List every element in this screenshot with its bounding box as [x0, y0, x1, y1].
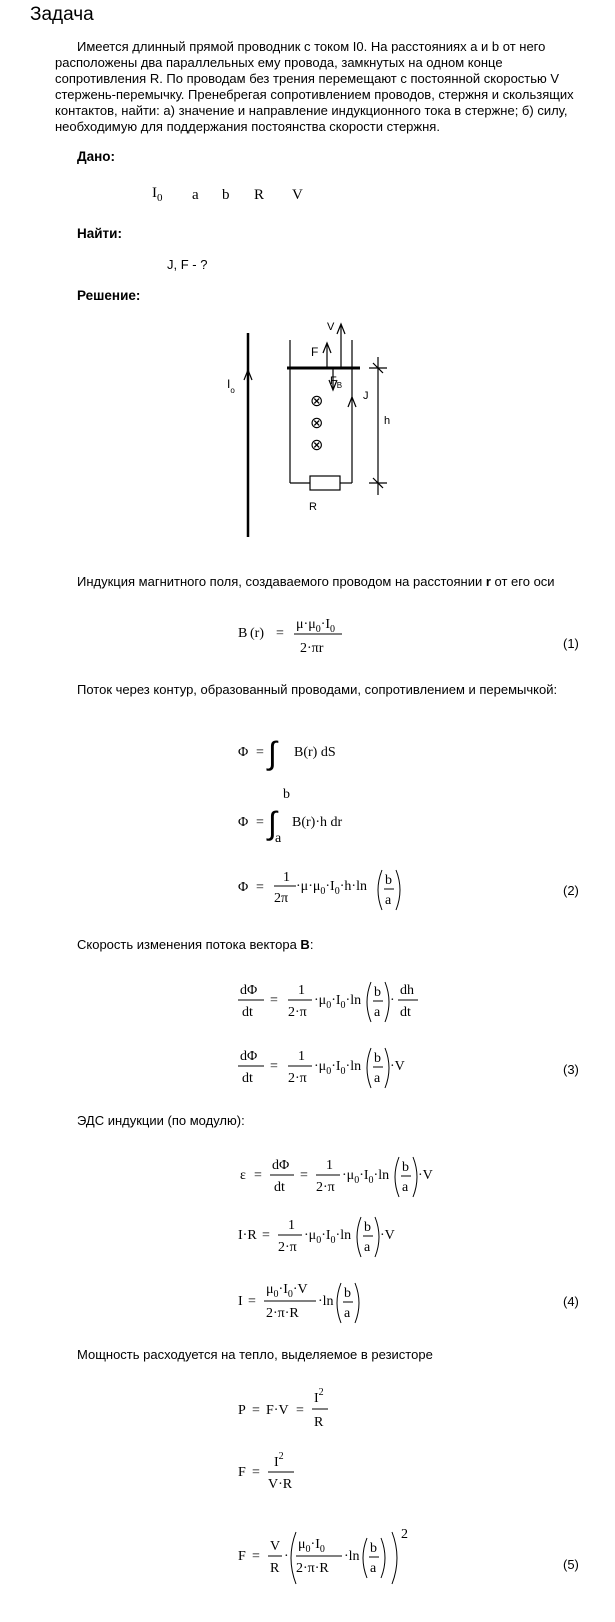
- resistor: [310, 476, 340, 490]
- svg-text:2·π: 2·π: [278, 1240, 297, 1255]
- cross-1: ⊗: [310, 393, 324, 410]
- svg-text:I: I: [238, 1294, 243, 1309]
- svg-text:=: =: [256, 745, 264, 760]
- svg-text:=: =: [300, 1168, 308, 1183]
- svg-text:V: V: [270, 1539, 281, 1554]
- label-h: h: [384, 415, 391, 427]
- svg-text:F·V: F·V: [266, 1403, 289, 1418]
- given-V: V: [292, 187, 303, 203]
- svg-text:a: a: [344, 1306, 351, 1321]
- svg-text:dt: dt: [274, 1180, 285, 1195]
- svg-text:=: =: [256, 880, 264, 895]
- svg-text:a: a: [374, 1071, 381, 1086]
- svg-text:2·π: 2·π: [288, 1071, 307, 1086]
- svg-text:b: b: [385, 873, 392, 888]
- svg-text:Φ: Φ: [238, 745, 249, 760]
- svg-text:a: a: [402, 1180, 409, 1195]
- svg-text:ε: ε: [240, 1168, 246, 1183]
- find-text: J, F - ?: [167, 257, 208, 272]
- svg-text:dΦ: dΦ: [240, 1049, 258, 1064]
- label-FB: $F_B$: [330, 375, 343, 390]
- text-induction: Индукция магнитного поля, создаваемого проводом на расстоянии r от его оси: [77, 574, 555, 589]
- svg-text:B(r) dS: B(r) dS: [294, 745, 336, 760]
- svg-text:b: b: [374, 985, 381, 1000]
- svg-text:=: =: [252, 1403, 260, 1418]
- svg-text:b: b: [344, 1286, 351, 1301]
- svg-text:dh: dh: [400, 983, 414, 998]
- svg-text:·V: ·V: [390, 1059, 405, 1074]
- svg-text:2·π·R: 2·π·R: [296, 1561, 329, 1576]
- svg-text:a: a: [275, 831, 282, 846]
- svg-text:μ0·I0: $\mu_0\cdot I_0$: [298, 1537, 325, 1555]
- svg-text:·μ0·I0·ln: $\cdot\mu_0\cdot I_0\cdot\ln$: [314, 1059, 362, 1077]
- svg-text:b: b: [283, 787, 290, 802]
- svg-text:I2: $I^2$: [314, 1387, 324, 1406]
- svg-text:=: =: [248, 1294, 256, 1309]
- svg-text:a: a: [370, 1561, 377, 1576]
- eq-number-4: (4): [563, 1294, 579, 1309]
- svg-text:·μ0·I0·ln: $\cdot\mu_0\cdot I_0\cdot\ln$: [314, 993, 362, 1011]
- equation-5: [230, 1378, 450, 1622]
- given-heading: Дано:: [77, 149, 116, 164]
- text-flux: Поток через контур, образованный проводами, сопротивлением и перемычкой:: [77, 682, 558, 697]
- cross-2: ⊗: [310, 415, 324, 432]
- svg-text:=: =: [252, 1549, 260, 1564]
- svg-text:1: 1: [298, 983, 305, 998]
- svg-text:B(r)·h dr: B(r)·h dr: [292, 815, 343, 830]
- svg-text:=: =: [256, 815, 264, 830]
- given-R: R: [254, 187, 265, 203]
- label-I0: $I_o$: [227, 377, 235, 395]
- svg-text:dt: dt: [400, 1005, 411, 1020]
- svg-text:=: =: [270, 993, 278, 1008]
- svg-text:a: a: [364, 1240, 371, 1255]
- svg-text:dΦ: dΦ: [240, 983, 258, 998]
- label-R: R: [309, 501, 317, 513]
- svg-text:·V: ·V: [380, 1228, 395, 1243]
- svg-text:1: 1: [288, 1218, 295, 1233]
- svg-text:=: =: [262, 1228, 270, 1243]
- equation-1: [230, 608, 370, 658]
- svg-text:2·πr: 2·πr: [300, 641, 324, 656]
- label-J: J: [363, 390, 369, 402]
- svg-text:b: b: [402, 1160, 409, 1175]
- svg-text:2π: 2π: [274, 891, 289, 906]
- svg-text:R: R: [314, 1415, 324, 1430]
- svg-text:·μ0·I0·ln: $\cdot\mu_0\cdot I_0\cdot\ln$: [304, 1228, 352, 1246]
- problem-statement: Имеется длинный прямой проводник с током I0. На расстояниях a и b от него расположены два параллельных ему провода, замкнутых на одном конце сопротивления R. По проводам без трения перемещают с постоянной скоростью V стержень-перемычку. Пренебрегая сопротивлением проводов, стержня и скользящих контактов, найти: а) значение и направление индукционного тока в стержне; б) силу, необходимую для поддержания постоянства скорости стержня.: [55, 39, 574, 134]
- svg-text:F: F: [238, 1549, 246, 1564]
- svg-text:·: ·: [390, 993, 395, 1008]
- svg-text:1: 1: [283, 870, 290, 885]
- svg-text:·V: ·V: [418, 1168, 433, 1183]
- svg-text:I2: $I^2$: [274, 1451, 284, 1470]
- svg-text:μ0·I0·V: $\mu_0\cdot I_0\cdot V$: [266, 1282, 308, 1300]
- eq-number-5: (5): [563, 1557, 579, 1572]
- svg-text:R: R: [270, 1561, 280, 1576]
- svg-text:dΦ: dΦ: [272, 1158, 290, 1173]
- given-a: a: [192, 187, 199, 203]
- svg-text:b: b: [370, 1541, 377, 1556]
- svg-text:b: b: [364, 1220, 371, 1235]
- svg-text:·μ0·I0·ln: $\cdot\mu_0\cdot I_0\cdot\ln$: [342, 1168, 390, 1186]
- svg-text:=: =: [252, 1465, 260, 1480]
- svg-text:∫: ∫: [268, 805, 277, 841]
- svg-text:2: 2: [401, 1527, 408, 1542]
- given-I0: $I_0$: [152, 185, 163, 204]
- eq-number-2: (2): [563, 883, 579, 898]
- svg-text:Φ: Φ: [238, 880, 249, 895]
- svg-text:=: =: [270, 1059, 278, 1074]
- equation-4: [230, 1145, 470, 1330]
- svg-text:dt: dt: [242, 1071, 253, 1086]
- svg-text:(r): (r): [250, 626, 264, 641]
- svg-text:=: =: [296, 1403, 304, 1418]
- equation-3: [230, 970, 450, 1090]
- svg-text:2·π·R: 2·π·R: [266, 1306, 299, 1321]
- svg-text:I·R: I·R: [238, 1228, 257, 1243]
- eq-number-1: (1): [563, 636, 579, 651]
- svg-text:F: F: [238, 1465, 246, 1480]
- svg-text:Φ: Φ: [238, 815, 249, 830]
- find-heading: Найти:: [77, 226, 122, 241]
- label-V: V: [327, 321, 335, 333]
- svg-text:B: B: [238, 626, 248, 641]
- text-power: Мощность расходуется на тепло, выделяемое в резисторе: [77, 1347, 433, 1362]
- svg-text:2·π: 2·π: [288, 1005, 307, 1020]
- label-F: F: [311, 345, 319, 359]
- svg-text:·: ·: [284, 1549, 289, 1564]
- svg-text:1: 1: [326, 1158, 333, 1173]
- svg-text:·ln: ·ln: [318, 1294, 334, 1309]
- eq-number-3: (3): [563, 1062, 579, 1077]
- svg-text:dt: dt: [242, 1005, 253, 1020]
- cross-3: ⊗: [310, 437, 324, 454]
- svg-text:·ln: ·ln: [344, 1549, 360, 1564]
- text-flux-rate: Скорость изменения потока вектора B:: [77, 937, 314, 952]
- svg-text:V·R: V·R: [268, 1477, 293, 1492]
- eq-2-rhs: [296, 868, 416, 918]
- circuit-figure: [0, 0, 615, 560]
- text-emf: ЭДС индукции (по модулю):: [77, 1113, 245, 1128]
- svg-text:P: P: [238, 1403, 246, 1418]
- given-b: b: [222, 187, 230, 203]
- svg-text:2·π: 2·π: [316, 1180, 335, 1195]
- svg-text:∫: ∫: [268, 735, 277, 771]
- svg-text:μ·μ0·I0: $\mu\cdot\mu_0\cdot I_0$: [296, 617, 336, 635]
- svg-text:1: 1: [298, 1049, 305, 1064]
- svg-text:a: a: [385, 893, 392, 908]
- page-title: Задача: [30, 4, 94, 25]
- svg-text:·μ·μ0·I0·h·ln: $\cdot\mu\cdot\mu_0\cdot I_0\cdot h\cdot\ln$: [296, 879, 367, 897]
- svg-text:=: =: [276, 626, 284, 641]
- solution-heading: Решение:: [77, 288, 141, 303]
- svg-text:b: b: [374, 1051, 381, 1066]
- svg-text:=: =: [254, 1168, 262, 1183]
- svg-text:a: a: [374, 1005, 381, 1020]
